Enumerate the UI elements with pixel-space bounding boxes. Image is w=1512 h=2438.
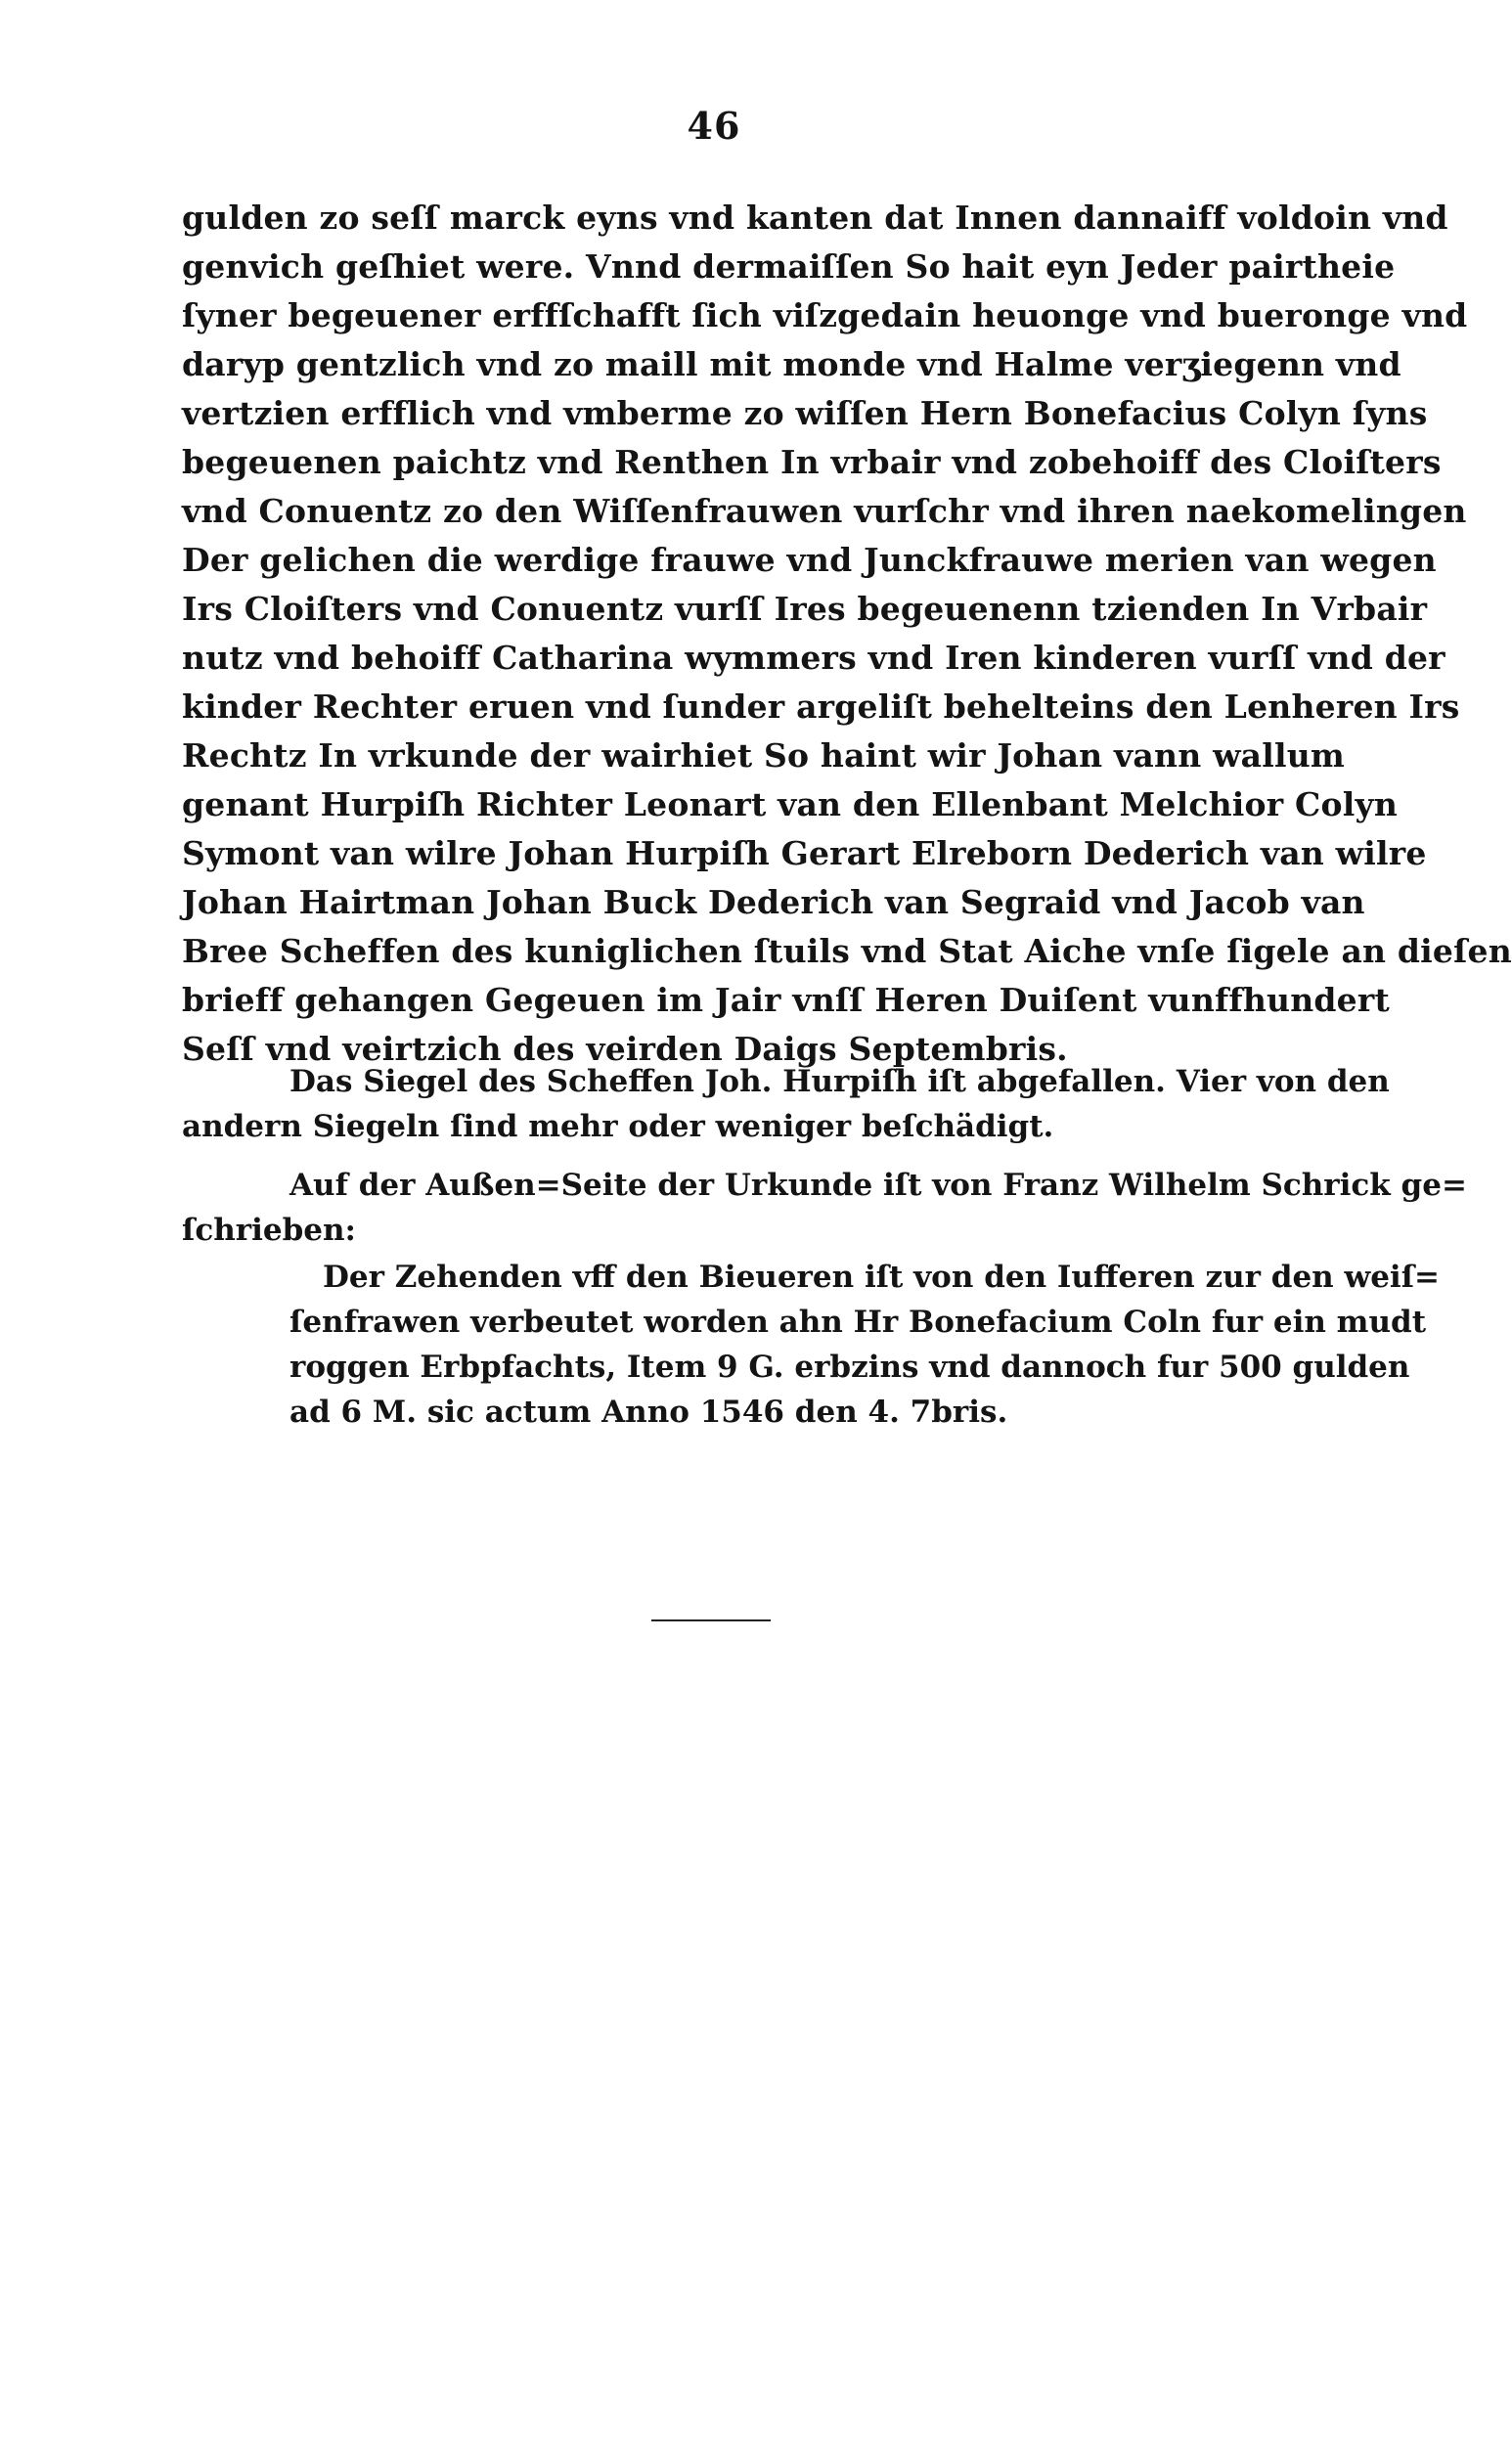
text-line: kinder Rechter eruen vnd ſunder argeliſt behelteins den Lenheren Irs (182, 687, 1460, 726)
main-text-block (182, 194, 1512, 1074)
text-line: ſyner begeuener erffſchafft ſich viſzgedain heuonge vnd bueronge vnd (182, 296, 1468, 334)
text-line: vnd Conuentz zo den Wiſſenfrauwen vurſchr vnd ihren naekomelingen (182, 492, 1467, 530)
text-line: Bree Scheffen des kuniglichen ſtuils vnd Stat Aiche vnſe ſigele an dieſen (182, 932, 1512, 970)
note-reverse-line: Auf der Außen=Seite der Urkunde iſt von Franz Wilhelm Schrick ge= (289, 1168, 1467, 1203)
note-seal-line: Das Siegel des Scheffen Joh. Hurpiſh iſt abgefallen. Vier von den (289, 1064, 1390, 1099)
text-line: Johan Hairtman Johan Buck Dederich van Segraid vnd Jacob van (182, 883, 1365, 921)
quote-line: Der Zehenden vff den Bieueren iſt von den Iufferen zur den weiſ= (323, 1260, 1441, 1295)
text-line: Der gelichen die werdige frauwe vnd Junckfrauwe merien van wegen (182, 541, 1437, 579)
note-reverse-line: ſchrieben: (182, 1213, 356, 1248)
text-line: brieff gehangen Gegeuen im Jair vnſſ Heren Duiſent vunffhundert (182, 981, 1390, 1019)
text-line: vertzien erfflich vnd vmberme zo wiſſen Hern Bonefacius Colyn ſyns (182, 394, 1428, 432)
page-number: 46 (687, 104, 741, 148)
quote-line: roggen Erbpfachts, Item 9 G. erbzins vnd dannoch fur 500 gulden (289, 1350, 1410, 1385)
text-line: Symont van wilre Johan Hurpiſh Gerart Elreborn Dederich van wilre (182, 834, 1427, 872)
note-seal-line: andern Siegeln ſind mehr oder weniger beſchädigt. (182, 1109, 1054, 1144)
text-line: nutz vnd behoiff Catharina wymmers vnd Iren kinderen vurſſ vnd der (182, 639, 1445, 677)
text-line: genvich geſhiet were. Vnnd dermaiſſen So hait eyn Jeder pairtheie (182, 247, 1396, 286)
text-line: genant Hurpiſh Richter Leonart van den Ellenbant Melchior Colyn (182, 785, 1399, 823)
text-line: gulden zo seſſ marck eyns vnd kanten dat Innen dannaiff voldoin vnd (182, 199, 1448, 237)
section-divider (651, 1619, 771, 1621)
text-line: begeuenen paichtz vnd Renthen In vrbair vnd zobehoiff des Cloiſters (182, 443, 1442, 481)
text-line: Irs Cloiſters vnd Conuentz vurſſ Ires begeuenenn tzienden In Vrbair (182, 590, 1428, 628)
quote-line: ſenfrawen verbeutet worden ahn Hr Bonefacium Coln fur ein mudt (289, 1305, 1427, 1340)
text-line: daryp gentzlich vnd zo maill mit monde vnd Halme verʒiegenn vnd (182, 345, 1401, 383)
text-line: Rechtz In vrkunde der wairhiet So haint wir Johan vann wallum (182, 736, 1346, 775)
text-line: Seſſ vnd veirtzich des veirden Daigs Septembris. (182, 1030, 1068, 1068)
quote-line: ad 6 M. sic actum Anno 1546 den 4. 7bris. (289, 1395, 1008, 1430)
